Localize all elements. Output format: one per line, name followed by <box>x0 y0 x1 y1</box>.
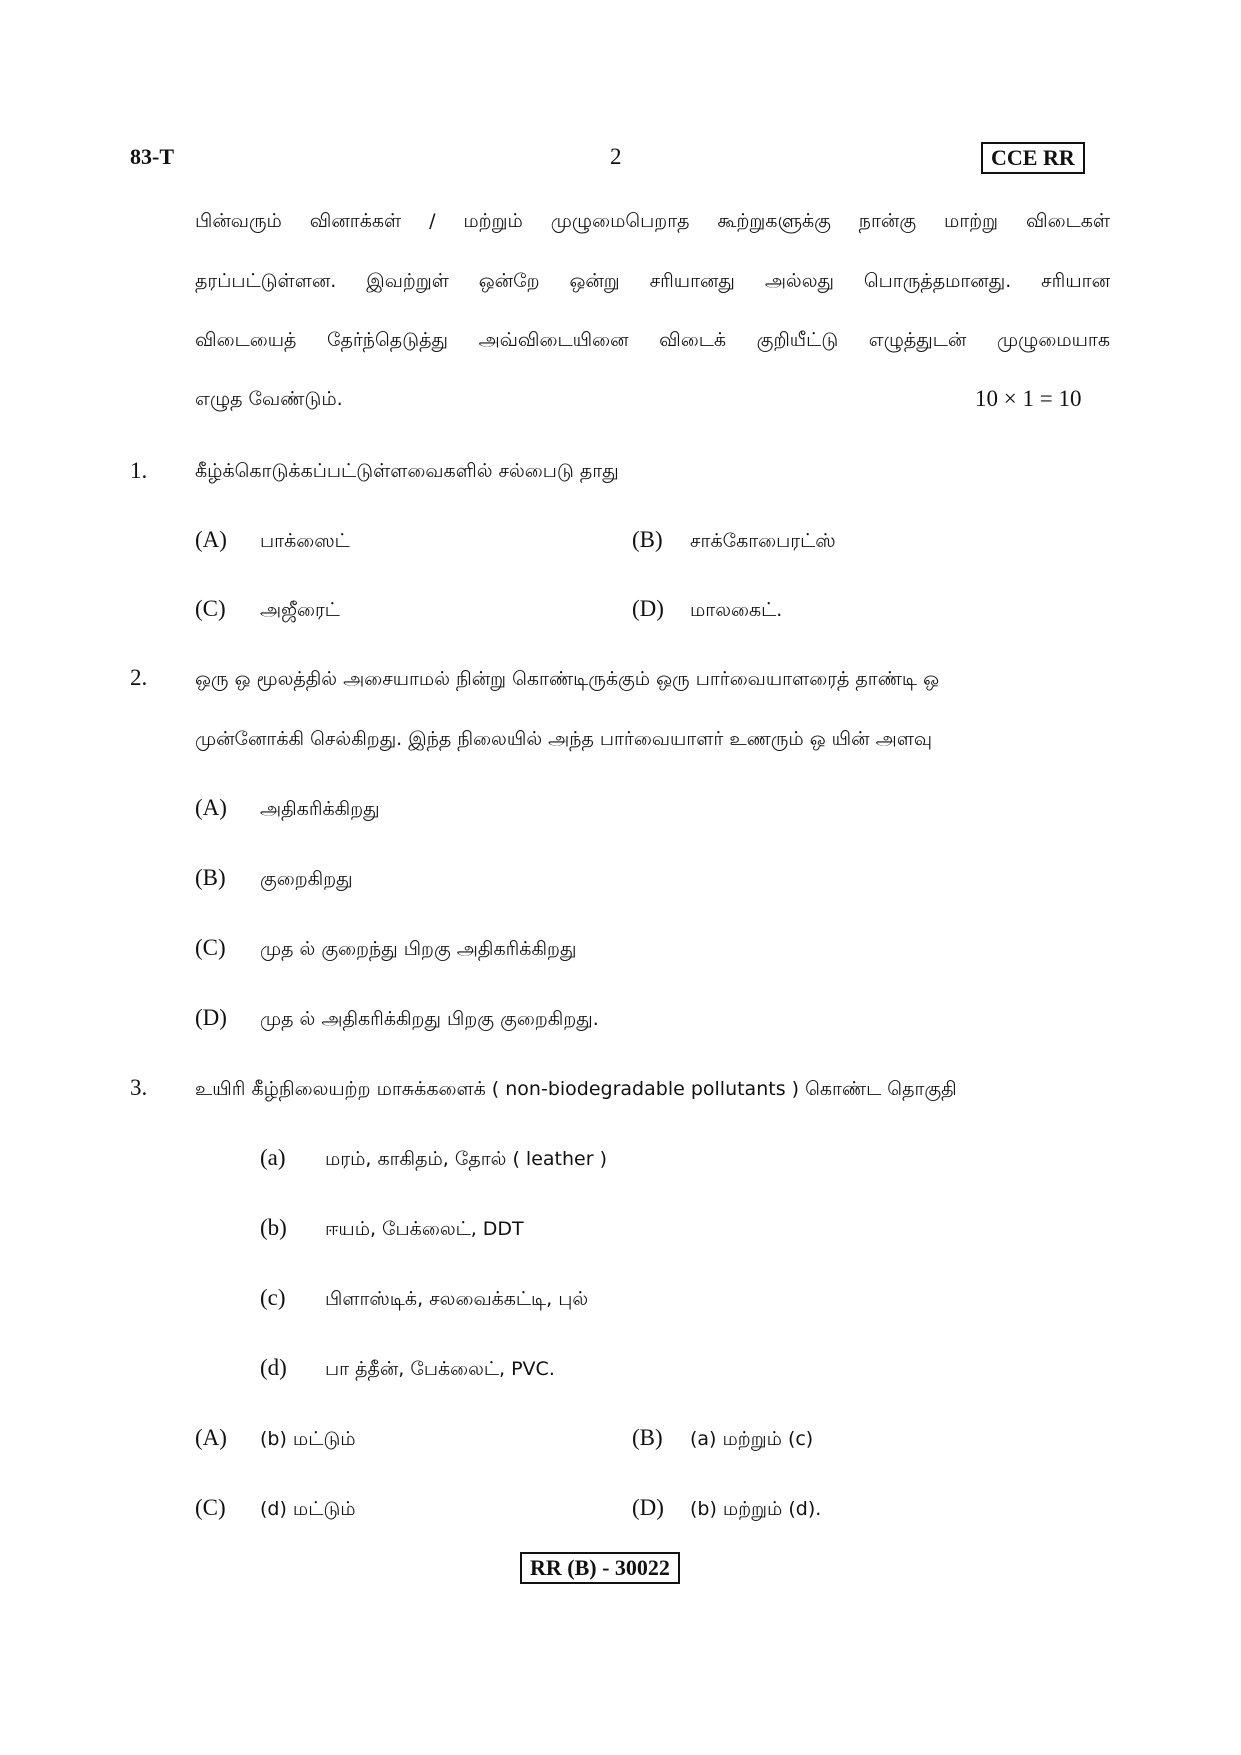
marks-allocation: 10 × 1 = 10 <box>975 386 1082 411</box>
option-text: பாக்ஸைட் <box>260 530 350 552</box>
paper-code: 83-T <box>130 144 174 169</box>
sub-item-label: (b) <box>260 1215 287 1240</box>
option-text: (b) மட்டும் <box>260 1428 356 1450</box>
option-label: (A) <box>195 1425 227 1450</box>
sub-item-text: ஈயம், பேக்லைட், DDT <box>325 1218 524 1240</box>
sub-item-text: மரம், காகிதம், தோல் ( leather ) <box>325 1148 607 1170</box>
option-text: (d) மட்டும் <box>260 1498 356 1520</box>
option-label: (D) <box>632 596 664 621</box>
option-text: (b) மற்றும் (d). <box>690 1498 822 1520</box>
option-text: (a) மற்றும் (c) <box>690 1428 814 1450</box>
option-label: (A) <box>195 795 227 820</box>
option-text: சாக்கோபைரட்ஸ் <box>690 530 836 552</box>
sub-item-label: (c) <box>260 1285 286 1310</box>
instruction-line: தரப்பட்டுள்ளன. இவற்றுள் ஒன்றே ஒன்று சரியானது அல்லது பொருத்தமானது. சரியான <box>195 270 1110 292</box>
footer-code: RR (B) - 30022 <box>520 1552 680 1584</box>
sub-item-label: (d) <box>260 1355 287 1380</box>
option-text: குறைகிறது <box>260 868 353 890</box>
question-number: 3. <box>130 1075 148 1100</box>
option-text: அஜீரைட் <box>260 599 340 621</box>
question-number: 2. <box>130 665 148 690</box>
option-label: (A) <box>195 527 227 552</box>
instruction-last-line: எழுத வேண்டும். <box>195 388 343 410</box>
sub-item-text: பிளாஸ்டிக், சலவைக்கட்டி, புல் <box>325 1288 589 1310</box>
option-label: (D) <box>195 1005 227 1030</box>
option-text: முத ல் குறைந்து பிறகு அதிகரிக்கிறது <box>260 938 577 960</box>
sub-item-label: (a) <box>260 1145 286 1170</box>
option-label: (C) <box>195 935 226 960</box>
option-label: (C) <box>195 596 226 621</box>
sub-item-text: பா த்தீன், பேக்லைட், PVC. <box>325 1358 555 1380</box>
option-label: (B) <box>195 865 226 890</box>
option-text: முத ல் அதிகரிக்கிறது பிறகு குறைகிறது. <box>260 1008 599 1030</box>
option-text: அதிகரிக்கிறது <box>260 798 380 820</box>
question-text: உயிரி கீழ்நிலையற்ற மாசுக்களைக் ( non-biodegradable pollutants ) கொண்ட தொகுதி <box>195 1078 957 1100</box>
option-label: (D) <box>632 1495 664 1520</box>
option-label: (B) <box>632 527 663 552</box>
option-label: (B) <box>632 1425 663 1450</box>
page-number: 2 <box>610 144 622 169</box>
instruction-line: பின்வரும் வினாக்கள் / மற்றும் முழுமைபெறாத கூற்றுகளுக்கு நான்கு மாற்று விடைகள் <box>195 210 1110 232</box>
instruction-line: விடையைத் தேர்ந்தெடுத்து அவ்விடையினை விடைக் குறியீட்டு எழுத்துடன் முழுமையாக <box>195 329 1110 351</box>
question-text-line: முன்னோக்கி செல்கிறது. இந்த நிலையில் அந்த பார்வையாளர் உணரும் ஒ யின் அளவு <box>195 728 933 750</box>
question-number: 1. <box>130 458 148 483</box>
question-text-line: ஒரு ஒ மூலத்தில் அசையாமல் நின்று கொண்டிருக்கும் ஒரு பார்வையாளரைத் தாண்டி ஒ <box>195 668 939 690</box>
question-text: கீழ்க்கொடுக்கப்பட்டுள்ளவைகளில் சல்பைடு தாது <box>195 460 619 482</box>
option-label: (C) <box>195 1495 226 1520</box>
series-label: CCE RR <box>981 142 1085 174</box>
option-text: மாலகைட். <box>690 599 783 621</box>
